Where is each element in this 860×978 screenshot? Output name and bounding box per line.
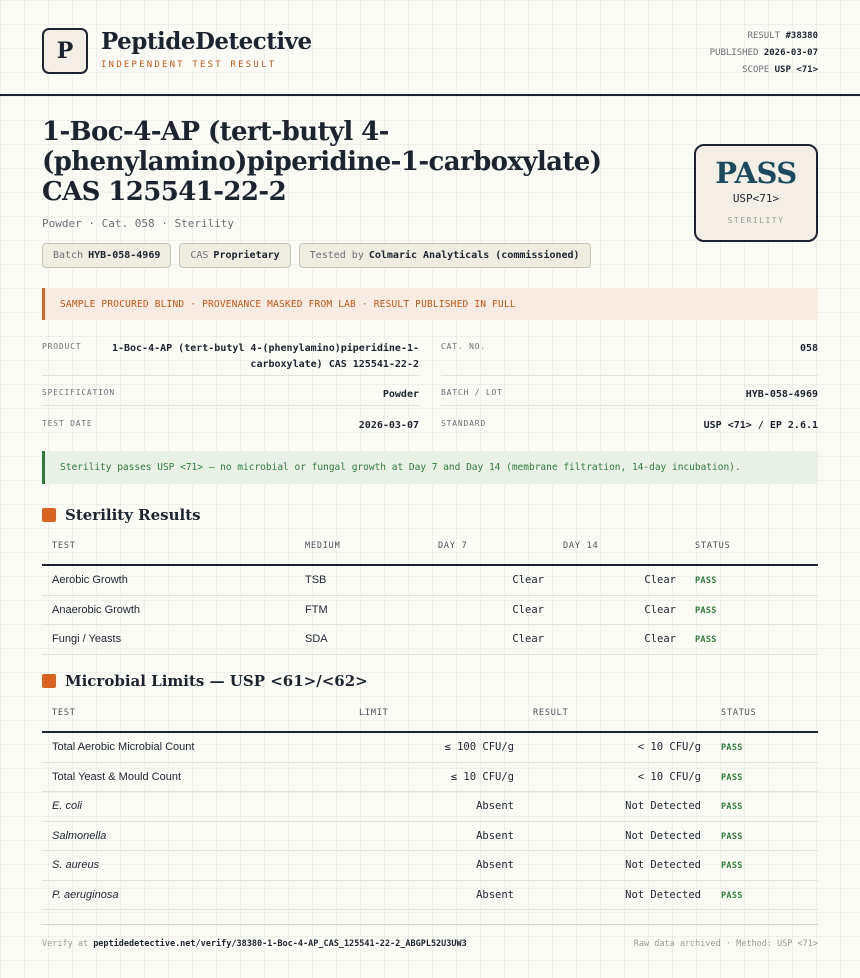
published-row: [710, 45, 818, 62]
sterility-table: [42, 537, 818, 655]
col-result: RESULT: [533, 708, 569, 718]
page-footer: [42, 924, 818, 949]
page-header: [0, 0, 860, 96]
verify-label: Verify at: [42, 939, 89, 949]
verdict-method: USP<71>: [732, 192, 780, 205]
chip-label: Tested by: [309, 250, 364, 261]
spec-standard: [441, 419, 818, 435]
status-badge: PASS: [721, 861, 743, 871]
col-limit: LIMIT: [359, 708, 389, 718]
col-test: TEST: [52, 541, 76, 551]
cell-day7: Clear: [512, 574, 544, 586]
cell-test: S. aureus: [52, 859, 100, 871]
cell-medium: TSB: [305, 574, 327, 586]
section-title-text: Sterility Results: [65, 506, 201, 524]
spec-value: USP <71> / EP 2.6.1: [703, 420, 818, 431]
product-line-1: 1-Boc-4-AP (tert-butyl 4-(phenylamino)piperidine-1-: [111, 343, 419, 354]
status-badge: PASS: [695, 635, 717, 645]
cell-test: Total Aerobic Microbial Count: [52, 741, 195, 753]
table-header: [42, 704, 818, 733]
spec-batch: [441, 388, 818, 406]
col-day7: DAY 7: [438, 541, 468, 551]
spec-value: 058: [799, 343, 818, 354]
scope-value: USP <71>: [774, 65, 818, 75]
published-value: 2026-03-07: [763, 48, 818, 58]
status-badge: PASS: [721, 743, 743, 753]
verdict-stamp: [694, 144, 818, 242]
cell-result: Not Detected: [625, 800, 701, 812]
result-id-row: [710, 28, 818, 45]
verdict-text: PASS: [715, 156, 797, 190]
table-row: [42, 763, 818, 793]
sterility-section-title: [42, 506, 201, 524]
cell-test: P. aeruginosa: [52, 888, 119, 901]
cell-limit: Absent: [476, 859, 514, 871]
cell-day7: Clear: [512, 633, 544, 645]
blind-procurement-banner: SAMPLE PROCURED BLIND · PROVENANCE MASKED FROM LAB · RESULT PUBLISHED IN FULL: [42, 288, 818, 320]
table-row: [42, 792, 818, 822]
col-status: STATUS: [695, 541, 731, 551]
section-marker-icon: [42, 508, 56, 522]
chip-value: Proprietary: [213, 250, 280, 261]
brand-logo[interactable]: P: [42, 28, 88, 74]
cell-day14: Clear: [644, 633, 676, 645]
cell-medium: SDA: [305, 633, 328, 645]
spec-test-date: [42, 419, 419, 435]
table-row: [42, 881, 818, 911]
section-title-text: Microbial Limits — USP <61>/<62>: [65, 672, 368, 690]
col-status: STATUS: [721, 708, 757, 718]
cas-chip: [179, 243, 290, 268]
status-badge: PASS: [695, 576, 717, 586]
table-row: [42, 851, 818, 881]
spec-label: STANDARD: [441, 419, 486, 428]
cell-limit: ≤ 100 CFU/g: [444, 741, 514, 753]
status-badge: PASS: [721, 831, 743, 842]
scope-label: SCOPE: [742, 65, 770, 75]
result-meta: [710, 28, 818, 79]
table-row: [42, 596, 818, 626]
verdict-category: STERILITY: [727, 216, 785, 225]
info-chips: [42, 243, 591, 268]
cell-result: Not Detected: [625, 859, 701, 871]
spec-value: [112, 341, 419, 373]
summary-banner: Sterility passes USP <71> — no microbial or fungal growth at Day 7 and Day 14 (membrane filtration, 14-day incubation).: [42, 451, 818, 484]
spec-label: PRODUCT: [42, 342, 82, 351]
cell-result: Not Detected: [625, 888, 701, 901]
spec-label: SPECIFICATION: [42, 388, 116, 397]
verify-link[interactable]: peptidedetective.net/verify/38380-1-Boc-4-AP_CAS_125541-22-2_ABGPL52U3UW3: [93, 939, 467, 949]
brand-name[interactable]: PeptideDetective: [101, 28, 312, 55]
cell-limit: Absent: [476, 800, 514, 812]
microbial-section-title: [42, 672, 368, 690]
chip-label: Batch: [53, 250, 84, 261]
cell-day7: Clear: [512, 603, 544, 616]
brand-tagline: INDEPENDENT TEST RESULT: [101, 60, 277, 70]
cell-test: Total Yeast & Mould Count: [52, 770, 182, 783]
col-medium: MEDIUM: [305, 541, 341, 551]
cell-test: E. coli: [52, 800, 82, 812]
tested-by-chip: [299, 243, 591, 268]
chip-value: Colmaric Analyticals (commissioned): [368, 250, 580, 261]
cell-test: Anaerobic Growth: [52, 603, 141, 616]
cell-test: Aerobic Growth: [52, 574, 128, 586]
spec-cat-no: [441, 342, 818, 376]
status-badge: PASS: [721, 802, 743, 812]
page-title: 1-Boc-4-AP (tert-butyl 4-(phenylamino)piperidine-1-carboxylate) CAS 125541-22-2: [42, 117, 602, 207]
cell-test: Salmonella: [52, 829, 107, 842]
col-test: TEST: [52, 708, 76, 718]
chip-value: HYB-058-4969: [88, 250, 161, 261]
cell-day14: Clear: [644, 603, 676, 616]
microbial-table: [42, 704, 818, 910]
scope-row: [710, 62, 818, 79]
spec-value: 2026-03-07: [358, 420, 419, 431]
cell-result: < 10 CFU/g: [637, 770, 701, 783]
spec-product: [42, 342, 419, 376]
table-header: [42, 537, 818, 566]
cell-limit: Absent: [476, 888, 514, 901]
cell-result: Not Detected: [625, 829, 701, 842]
spec-label: CAT. NO.: [441, 342, 486, 351]
spec-label: BATCH / LOT: [441, 388, 503, 397]
cell-limit: ≤ 10 CFU/g: [450, 770, 514, 783]
col-day14: DAY 14: [563, 541, 599, 551]
cell-test: Fungi / Yeasts: [52, 633, 122, 645]
cell-result: < 10 CFU/g: [637, 741, 701, 753]
cell-limit: Absent: [476, 829, 514, 842]
cell-medium: FTM: [305, 603, 328, 616]
spec-value: HYB-058-4969: [745, 389, 818, 400]
table-row: [42, 822, 818, 852]
spec-value: Powder: [382, 389, 419, 400]
cell-day14: Clear: [644, 574, 676, 586]
published-label: PUBLISHED: [709, 48, 759, 58]
product-line-2: carboxylate) CAS 125541-22-2: [250, 359, 419, 370]
status-badge: PASS: [721, 772, 743, 783]
spec-specification: [42, 388, 419, 406]
table-row: [42, 625, 818, 655]
spec-label: TEST DATE: [42, 419, 93, 428]
table-row: [42, 733, 818, 763]
chip-label: CAS: [190, 250, 209, 261]
result-id-label: RESULT: [747, 31, 781, 41]
archive-note: Raw data archived · Method: USP <71>: [633, 939, 818, 949]
section-marker-icon: [42, 674, 56, 688]
status-badge: PASS: [695, 605, 717, 616]
table-row: [42, 566, 818, 596]
batch-chip: [42, 243, 171, 268]
status-badge: PASS: [721, 890, 743, 901]
result-id-value: #38380: [785, 31, 818, 41]
product-subtitle: Powder · Cat. 058 · Sterility: [42, 217, 235, 230]
